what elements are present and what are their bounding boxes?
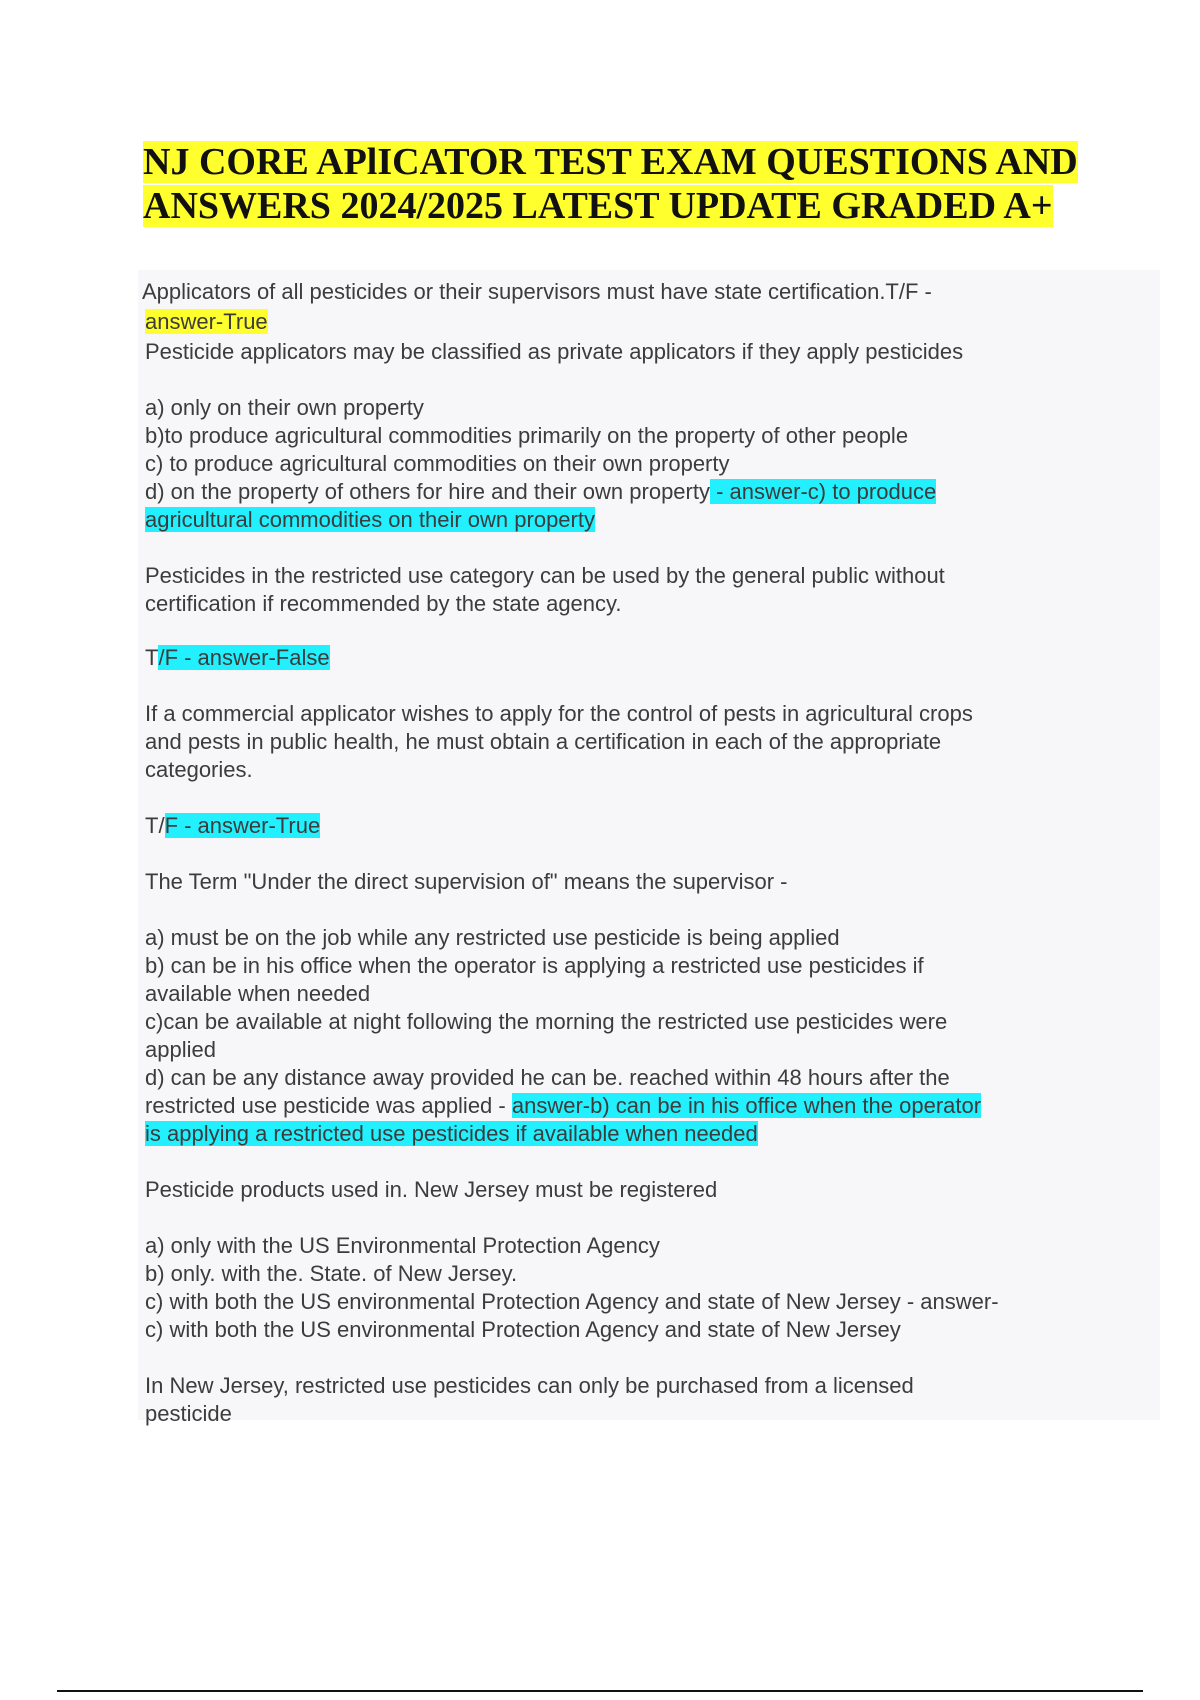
question-4-line-3: categories. — [145, 757, 253, 782]
q6-option-b: b) only. with the. State. of New Jersey. — [145, 1261, 518, 1286]
question-7-line-1: In New Jersey, restricted use pesticides can only be purchased from a licensed — [145, 1373, 914, 1398]
title-line-2: ANSWERS 2024/2025 LATEST UPDATE GRADED A+ — [143, 185, 1053, 227]
footer-rule — [57, 1690, 1143, 1692]
answer-6: c) with both the US environmental Protection Agency and state of New Jersey — [145, 1317, 901, 1342]
answer-4: F - answer-True — [164, 813, 321, 838]
q6-option-c: c) with both the US environmental Protection Agency and state of New Jersey - answer- — [145, 1289, 999, 1314]
question-6: Pesticide products used in. New Jersey must be registered — [145, 1177, 718, 1202]
q2-option-c: c) to produce agricultural commodities on their own property — [145, 451, 730, 476]
question-4-line-1: If a commercial applicator wishes to apply for the control of pests in agricultural crops — [145, 701, 973, 726]
q5-option-b-line-1: b) can be in his office when the operator is applying a restricted use pesticides if — [145, 953, 924, 978]
q6-option-a: a) only with the US Environmental Protection Agency — [145, 1233, 660, 1258]
answer-3: /F - answer-False — [158, 645, 330, 670]
q5-option-a: a) must be on the job while any restricted use pesticide is being applied — [145, 925, 840, 950]
q4-tf: T/ — [145, 813, 165, 838]
answer-1: answer-True — [145, 309, 268, 334]
qa-content — [142, 278, 1145, 1428]
answer-2-part-2: agricultural commodities on their own property — [145, 507, 595, 532]
q2-option-a: a) only on their own property — [145, 395, 424, 420]
question-4-line-2: and pests in public health, he must obtain a certification in each of the appropriate — [145, 729, 942, 754]
title-line-1: NJ CORE APlICATOR TEST EXAM QUESTIONS AND — [143, 141, 1078, 183]
question-3-line-2: certification if recommended by the state agency. — [145, 591, 622, 616]
q5-option-c-line-2: applied — [145, 1037, 216, 1062]
q2-option-d: d) on the property of others for hire and their own property — [145, 479, 710, 504]
question-5: The Term "Under the direct supervision of" means the supervisor - — [145, 869, 788, 894]
q3-tf: T — [145, 645, 159, 670]
q2-option-b: b)to produce agricultural commodities primarily on the property of other people — [145, 423, 909, 448]
question-7-line-2: pesticide — [145, 1401, 232, 1426]
q5-option-d-line-2: restricted use pesticide was applied - — [145, 1093, 512, 1118]
question-2: Pesticide applicators may be classified as private applicators if they apply pesticides — [145, 339, 964, 364]
q5-option-d-line-1: d) can be any distance away provided he can be. reached within 48 hours after the — [145, 1065, 950, 1090]
document-title — [143, 140, 1163, 228]
question-1: Applicators of all pesticides or their supervisors must have state certification.T/F - — [142, 279, 932, 304]
q5-option-b-line-2: available when needed — [145, 981, 371, 1006]
answer-5-part-1: answer-b) can be in his office when the operator — [511, 1093, 982, 1118]
question-3-line-1: Pesticides in the restricted use category can be used by the general public without — [145, 563, 945, 588]
answer-5-part-2: is applying a restricted use pesticides if available when needed — [145, 1121, 758, 1146]
answer-2-part-1: - answer-c) to produce — [709, 479, 937, 504]
q5-option-c-line-1: c)can be available at night following the morning the restricted use pesticides were — [145, 1009, 948, 1034]
